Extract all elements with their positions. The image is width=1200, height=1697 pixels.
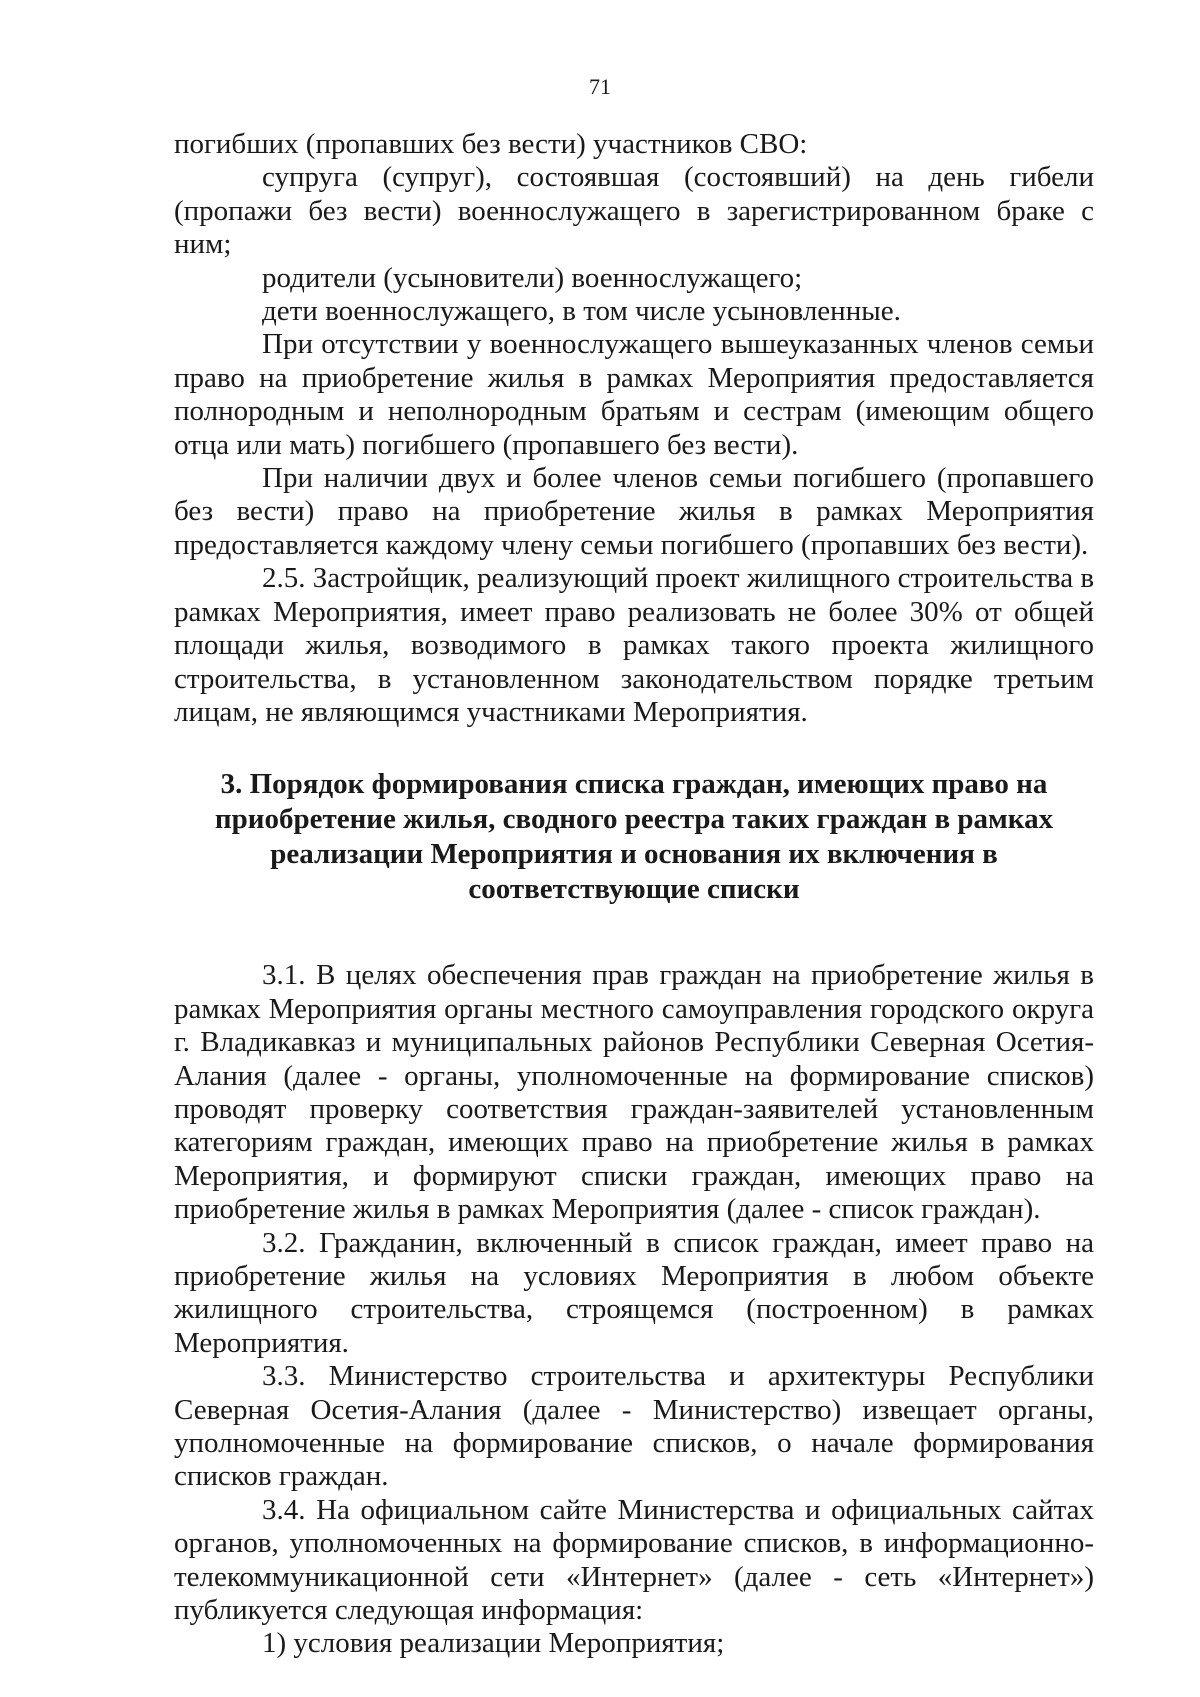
paragraph: родители (усыновители) военнослужащего;	[262, 261, 803, 294]
section-heading-line: реализации Мероприятия и основания их включения в	[270, 838, 998, 871]
section-heading-line: соответствующие списки	[468, 873, 800, 906]
paragraph: 1) условия реализации Мероприятия;	[262, 1627, 725, 1660]
section-heading-line: приобретение жилья, сводного реестра таких граждан в рамках	[214, 803, 1054, 836]
section-heading	[174, 767, 1094, 907]
paragraph: При наличии двух и более членов семьи погибшего (пропавшего без вести) право на приобретение жилья в рамках Мероприятия предоставляется каждому члену семьи погибшего (пропавших без вести).	[174, 462, 1094, 561]
paragraph: 3.2. Гражданин, включенный в список граждан, имеет право на приобретение жилья на условиях Мероприятия в любом объекте жилищного строительства, строящемся (построенном) в рамках Мероприятия.	[174, 1226, 1094, 1359]
paragraph: дети военнослужащего, в том числе усыновленные.	[262, 295, 901, 328]
paragraph: погибших (пропавших без вести) участников СВО:	[174, 128, 808, 160]
paragraph: 3.3. Министерство строительства и архитектуры Республики Северная Осетия-Алания (далее - Министерство) извещает органы, уполномоченные на формирование списков, о начале формирования списков граждан.	[174, 1360, 1094, 1493]
section-heading-line: 3. Порядок формирования списка граждан, имеющих право на	[220, 768, 1048, 801]
paragraph: При отсутствии у военнослужащего вышеуказанных членов семьи право на приобретение жилья в рамках Мероприятия предоставляется полнородным и неполнородным братьям и сестрам (имеющим общего отца или мать) погибшего (пропавшего без вести).	[174, 328, 1094, 461]
document-body	[174, 128, 1094, 1661]
paragraph: 3.1. В целях обеспечения прав граждан на приобретение жилья в рамках Мероприятия органы местного самоуправления городского округа г. Владикавказ и муниципальных районов Республики Северная Осетия-Алания (далее - органы, уполномоченные на формирование списков) проводят проверку соответствия граждан-заявителей установленным категориям граждан, имеющих право на приобретение жилья в рамках Мероприятия, и формируют списки граждан, имеющих право на приобретение жилья в рамках Мероприятия (далее - список граждан).	[174, 959, 1094, 1226]
paragraph: супруга (супруг), состоявшая (состоявший) на день гибели (пропажи без вести) военнослужащего в зарегистрированном браке с ним;	[174, 161, 1094, 261]
paragraph: 3.4. На официальном сайте Министерства и официальных сайтах органов, уполномоченных на формирование списков, в информационно-телекоммуникационной сети «Интернет» (далее - сеть «Интернет») публикуется следующая информация:	[174, 1493, 1094, 1627]
paragraph: 2.5. Застройщик, реализующий проект жилищного строительства в рамках Мероприятия, имеет право реализовать не более 30% от общей площади жилья, возводимого в рамках такого проекта жилищного строительства, в установленном законодательством порядке третьим лицам, не являющимся участниками Мероприятия.	[174, 562, 1095, 728]
page-number: 71	[589, 74, 611, 99]
